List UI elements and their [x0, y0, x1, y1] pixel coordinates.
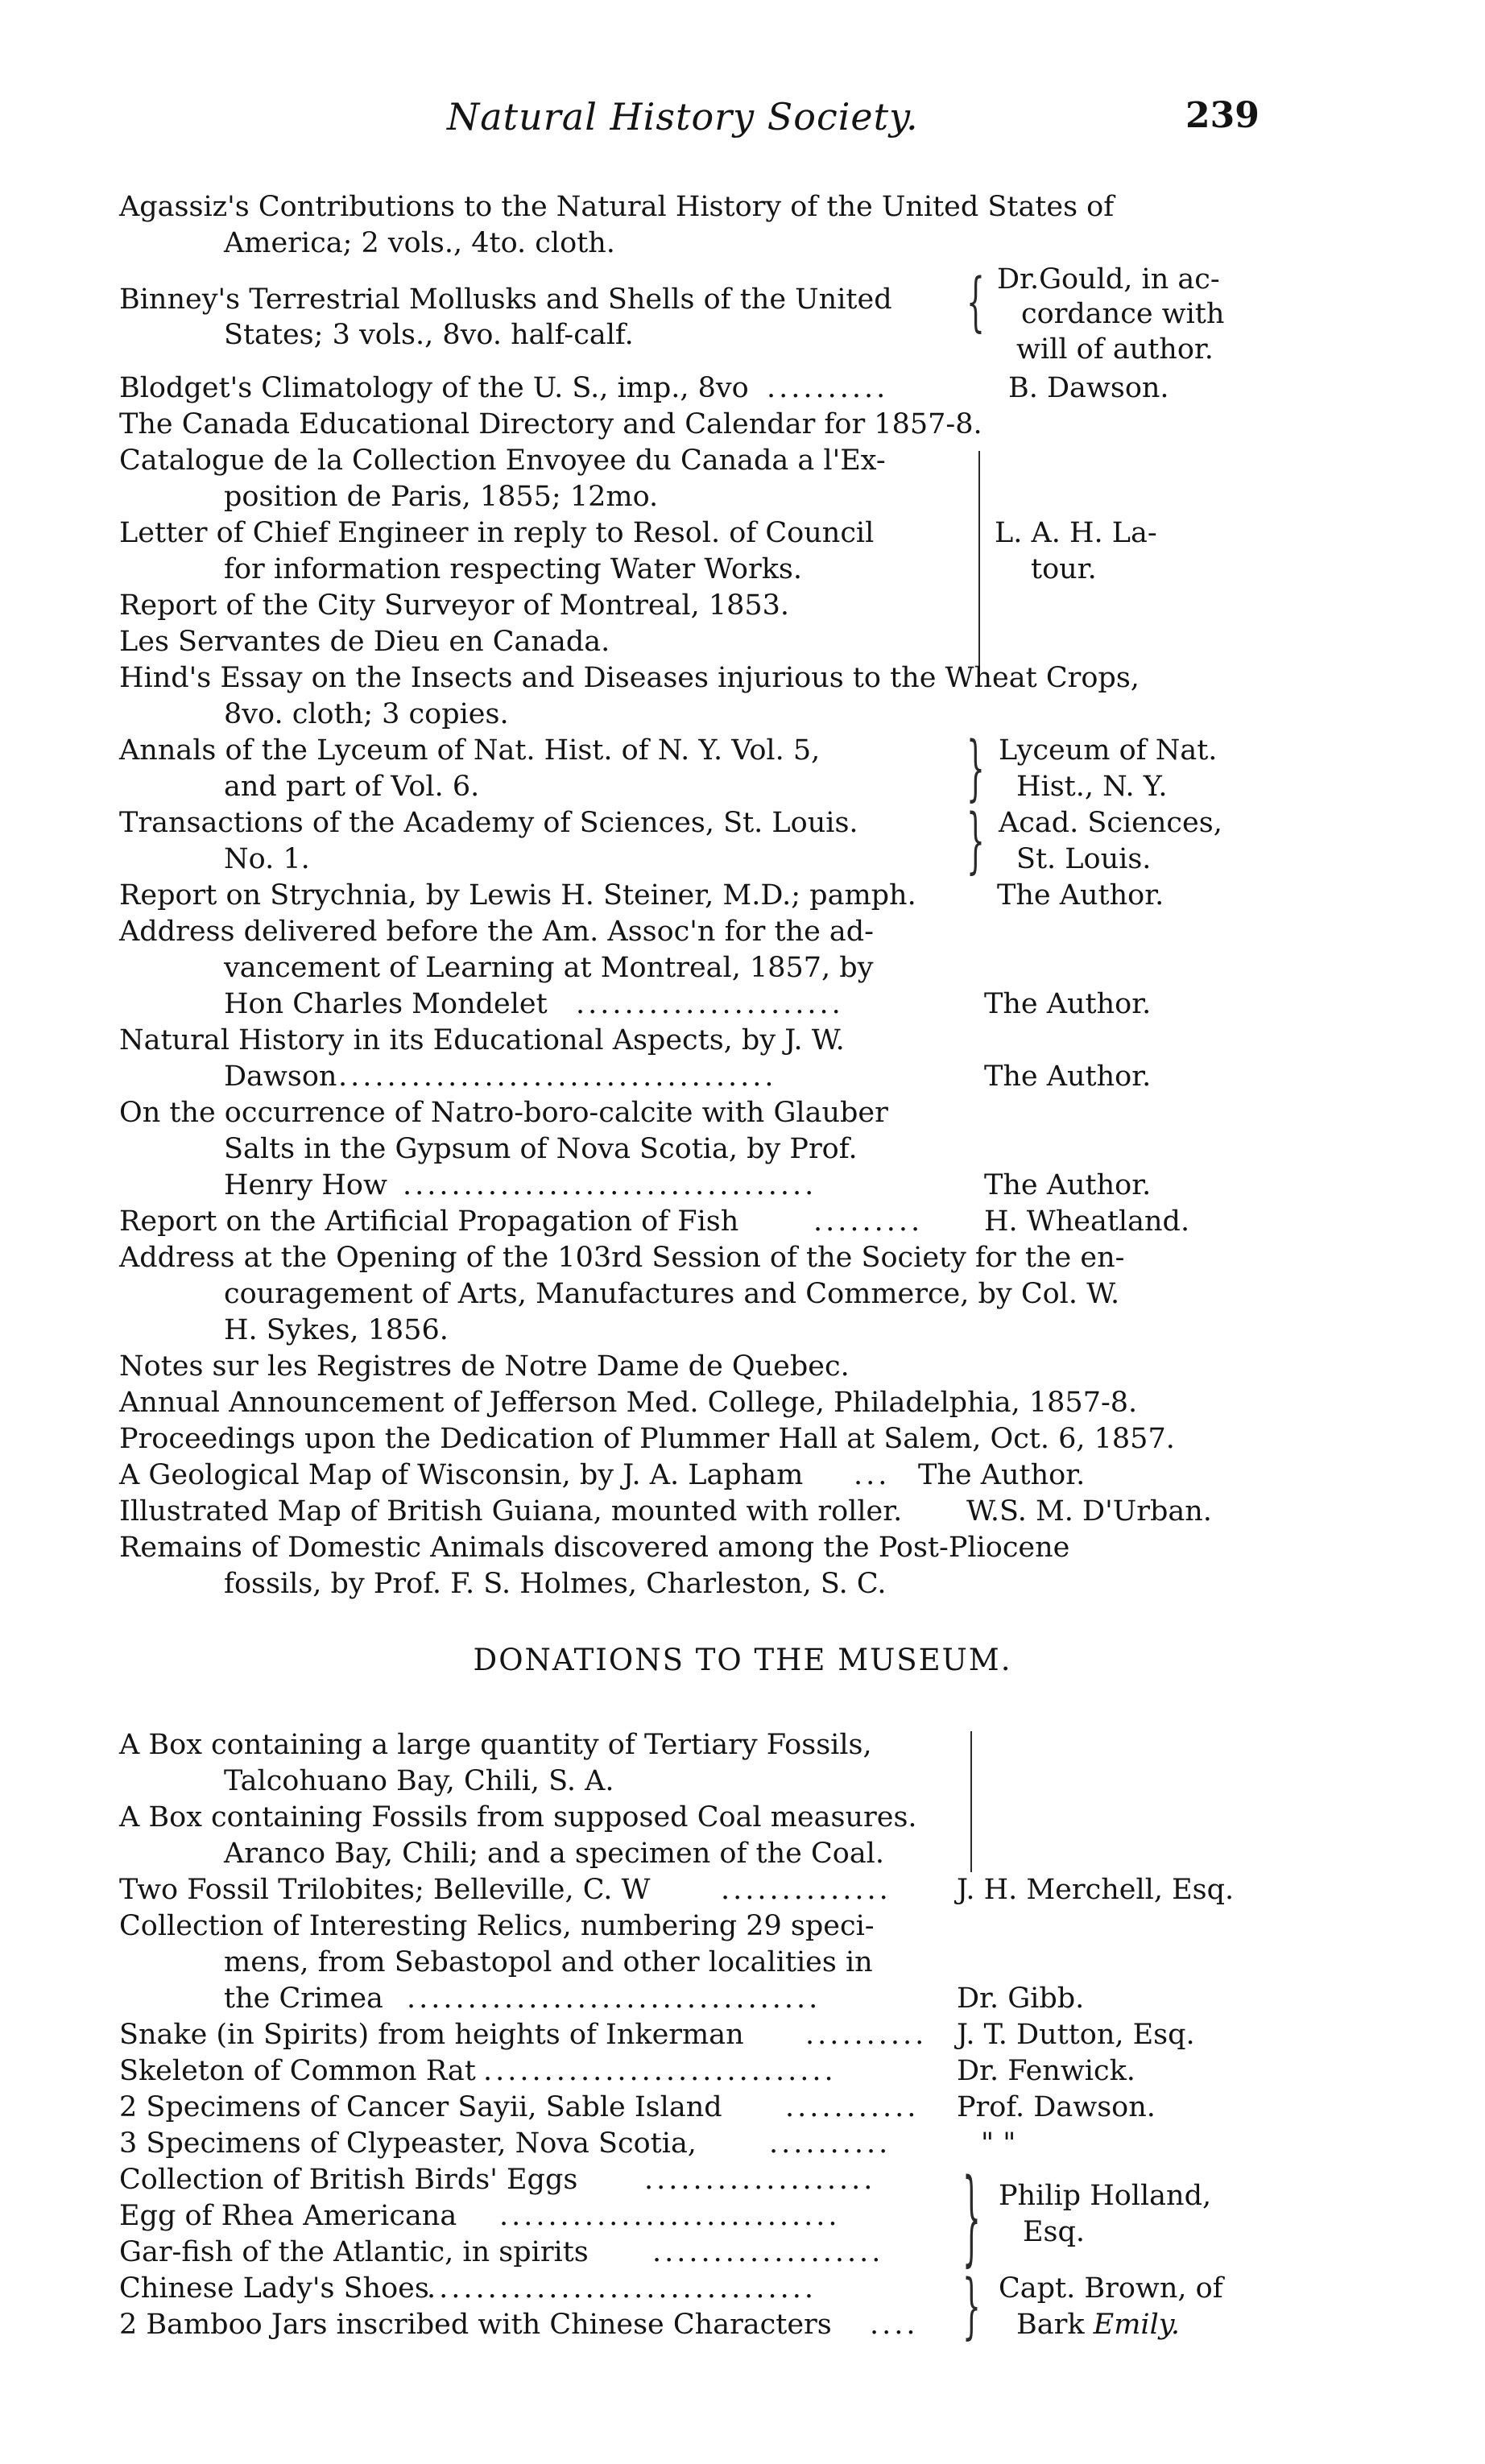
running-header	[0, 95, 1485, 159]
list-item: Annals of the Lyceum of Nat. Hist. of N. Y. Vol. 5,	[119, 734, 821, 767]
list-item: A Box containing a large quantity of Tertiary Fossils,	[119, 1729, 872, 1761]
list-item: Catalogue de la Collection Envoyee du Canada a l'Ex-	[119, 444, 886, 477]
donor-name: L. A. H. La-	[995, 517, 1157, 549]
donor-name: H. Wheatland.	[984, 1205, 1190, 1238]
list-item-continuation: mens, from Sebastopol and other localities in	[224, 1946, 873, 1978]
list-item: Report of the City Surveyor of Montreal, 1853.	[119, 589, 790, 622]
list-item: Letter of Chief Engineer in reply to Resol. of Council	[119, 517, 875, 549]
dot-leader: ..............	[721, 1874, 891, 1906]
list-item: Blodget's Climatology of the U. S., imp., 8vo	[119, 372, 749, 404]
dot-leader: ..........	[805, 2019, 928, 2051]
donor-name: Dr.Gould, in ac-	[997, 263, 1220, 296]
list-item: A Box containing Fossils from supposed Coal measures.	[119, 1801, 917, 1834]
donor-name: Esq.	[1023, 2216, 1086, 2248]
donor-name: The Author.	[984, 1169, 1152, 1201]
list-item: Collection of Interesting Relics, numbering 29 speci-	[119, 1910, 875, 1942]
list-item: 2 Bamboo Jars inscribed with Chinese Characters	[119, 2309, 832, 2341]
list-item: Les Servantes de Dieu en Canada.	[119, 626, 610, 658]
list-item: Binney's Terrestrial Mollusks and Shells of the United	[119, 283, 892, 316]
donor-name: B. Dawson.	[1008, 372, 1169, 404]
donor-name: Acad. Sciences,	[999, 807, 1222, 839]
list-item-continuation: Salts in the Gypsum of Nova Scotia, by Prof.	[224, 1133, 858, 1165]
list-item-continuation: and part of Vol. 6.	[224, 771, 480, 803]
list-item: Natural History in its Educational Aspects, by J. W.	[119, 1024, 845, 1056]
list-item: Egg of Rhea Americana	[119, 2200, 457, 2232]
list-item: 3 Specimens of Clypeaster, Nova Scotia,	[119, 2127, 697, 2160]
list-item: Report on the Artificial Propagation of Fish	[119, 1205, 739, 1238]
donor-name: St. Louis.	[1016, 843, 1152, 875]
donor-name: J. T. Dutton, Esq.	[957, 2019, 1195, 2051]
donor-name: Dr. Gibb.	[957, 1982, 1085, 2015]
list-item: Agassiz's Contributions to the Natural History of the United States of	[119, 191, 1115, 223]
donor-name: tour.	[1031, 553, 1097, 585]
donor-name-part: Bark	[1016, 2309, 1085, 2341]
list-item: Chinese Lady's Shoes	[119, 2272, 429, 2305]
dot-leader: ..................................	[403, 1169, 817, 1201]
dot-leader: .............................	[483, 2055, 837, 2087]
dot-leader: ..................................	[407, 1982, 821, 2015]
donor-name: The Author.	[984, 988, 1152, 1020]
list-item-continuation: fossils, by Prof. F. S. Holmes, Charleston, S. C.	[224, 1568, 887, 1600]
list-item: On the occurrence of Natro-boro-calcite with Glauber	[119, 1097, 888, 1129]
list-item-continuation: States; 3 vols., 8vo. half-calf.	[224, 319, 634, 351]
list-item-continuation: Dawson	[224, 1060, 337, 1093]
donor-name: Dr. Fenwick.	[957, 2055, 1135, 2087]
list-item: Two Fossil Trilobites; Belleville, C. W	[119, 1874, 651, 1906]
list-item-continuation: 8vo. cloth; 3 copies.	[224, 698, 509, 730]
brace-glyph: }	[966, 726, 985, 809]
list-item-continuation: No. 1.	[224, 843, 310, 875]
donor-name	[1016, 2307, 1180, 2342]
section-heading: DONATIONS TO THE MUSEUM.	[473, 1643, 1012, 1677]
brace-glyph: {	[966, 264, 985, 339]
donor-name: The Author.	[984, 1060, 1152, 1093]
donor-name: J. H. Merchell, Esq.	[957, 1874, 1235, 1906]
list-item-continuation: H. Sykes, 1856.	[224, 1314, 449, 1346]
dot-leader: .........	[813, 1205, 924, 1238]
dot-leader: ...................	[652, 2236, 884, 2268]
list-item: Skeleton of Common Rat	[119, 2055, 476, 2087]
dot-leader: ...................	[644, 2164, 876, 2196]
list-item: Hind's Essay on the Insects and Diseases injurious to the Wheat Crops,	[119, 662, 1140, 694]
list-item-continuation: for information respecting Water Works.	[224, 553, 803, 585]
list-item-continuation: America; 2 vols., 4to. cloth.	[224, 227, 615, 259]
list-item: Proceedings upon the Dedication of Plummer Hall at Salem, Oct. 6, 1857.	[119, 1423, 1175, 1455]
list-item: A Geological Map of Wisconsin, by J. A. Lapham	[119, 1459, 804, 1491]
list-item: Remains of Domestic Animals discovered among the Post-Pliocene	[119, 1532, 1070, 1564]
list-item-continuation: Talcohuano Bay, Chili, S. A.	[224, 1765, 614, 1797]
list-item-continuation: Aranco Bay, Chili; and a specimen of the Coal.	[224, 1838, 885, 1870]
list-item: Transactions of the Academy of Sciences, St. Louis.	[119, 807, 858, 839]
bracket-line	[978, 451, 980, 684]
donor-name: Prof. Dawson.	[957, 2091, 1156, 2123]
list-item: Gar-fish of the Atlantic, in spirits	[119, 2236, 589, 2268]
brace-glyph: }	[962, 2156, 981, 2277]
donor-name: cordance with	[1021, 298, 1225, 330]
list-item: Report on Strychnia, by Lewis H. Steiner, M.D.; pamph.	[119, 879, 916, 912]
list-item: Address delivered before the Am. Assoc'n for the ad-	[119, 916, 875, 948]
dot-leader: ..........	[769, 2127, 891, 2160]
donor-name: The Author.	[918, 1459, 1086, 1491]
dot-leader: ....	[870, 2309, 919, 2341]
list-item: Collection of British Birds' Eggs	[119, 2164, 578, 2196]
donor-name: Lyceum of Nat.	[999, 734, 1218, 767]
donor-name: Capt. Brown, of	[999, 2272, 1223, 2305]
list-item-continuation: Hon Charles Mondelet	[224, 988, 548, 1020]
dot-leader: ............................	[499, 2200, 841, 2232]
brace-glyph: }	[966, 799, 985, 882]
list-item: Annual Announcement of Jefferson Med. College, Philadelphia, 1857-8.	[119, 1387, 1138, 1419]
dot-leader: ......................	[576, 988, 844, 1020]
list-item: Snake (in Spirits) from heights of Inkerman	[119, 2019, 744, 2051]
ship-name: Emily.	[1093, 2309, 1181, 2341]
donor-name: Hist., N. Y.	[1016, 771, 1168, 803]
list-item-continuation: vancement of Learning at Montreal, 1857, by	[224, 952, 874, 984]
list-item-continuation: position de Paris, 1855; 12mo.	[224, 481, 659, 513]
list-item: Address at the Opening of the 103rd Session of the Society for the en-	[119, 1242, 1125, 1274]
donor-name: The Author.	[997, 879, 1164, 912]
list-item-continuation: Henry How	[224, 1169, 387, 1201]
brace-glyph: }	[962, 2264, 981, 2347]
running-title: Natural History Society.	[447, 95, 919, 138]
donor-name: will of author.	[1016, 333, 1214, 366]
dot-leader: ...........	[785, 2091, 920, 2123]
ditto-mark: " "	[981, 2127, 1016, 2160]
bracket-line	[970, 1731, 972, 1872]
page-number: 239	[1185, 95, 1260, 136]
list-item: The Canada Educational Directory and Calendar for 1857-8.	[119, 408, 982, 440]
dot-leader: ....................................	[338, 1060, 777, 1093]
dot-leader: ..........	[767, 372, 889, 404]
list-item-continuation: couragement of Arts, Manufactures and Commerce, by Col. W.	[224, 1278, 1120, 1310]
donor-name: W.S. M. D'Urban.	[966, 1495, 1212, 1528]
list-item: Notes sur les Registres de Notre Dame de Quebec.	[119, 1350, 850, 1383]
donor-name: Philip Holland,	[999, 2180, 1212, 2212]
dot-leader: ...	[854, 1459, 891, 1491]
list-item-continuation: the Crimea	[224, 1982, 383, 2015]
list-item: Illustrated Map of British Guiana, mounted with roller.	[119, 1495, 903, 1528]
dot-leader: ................................	[427, 2272, 817, 2305]
list-item: 2 Specimens of Cancer Sayii, Sable Island	[119, 2091, 722, 2123]
